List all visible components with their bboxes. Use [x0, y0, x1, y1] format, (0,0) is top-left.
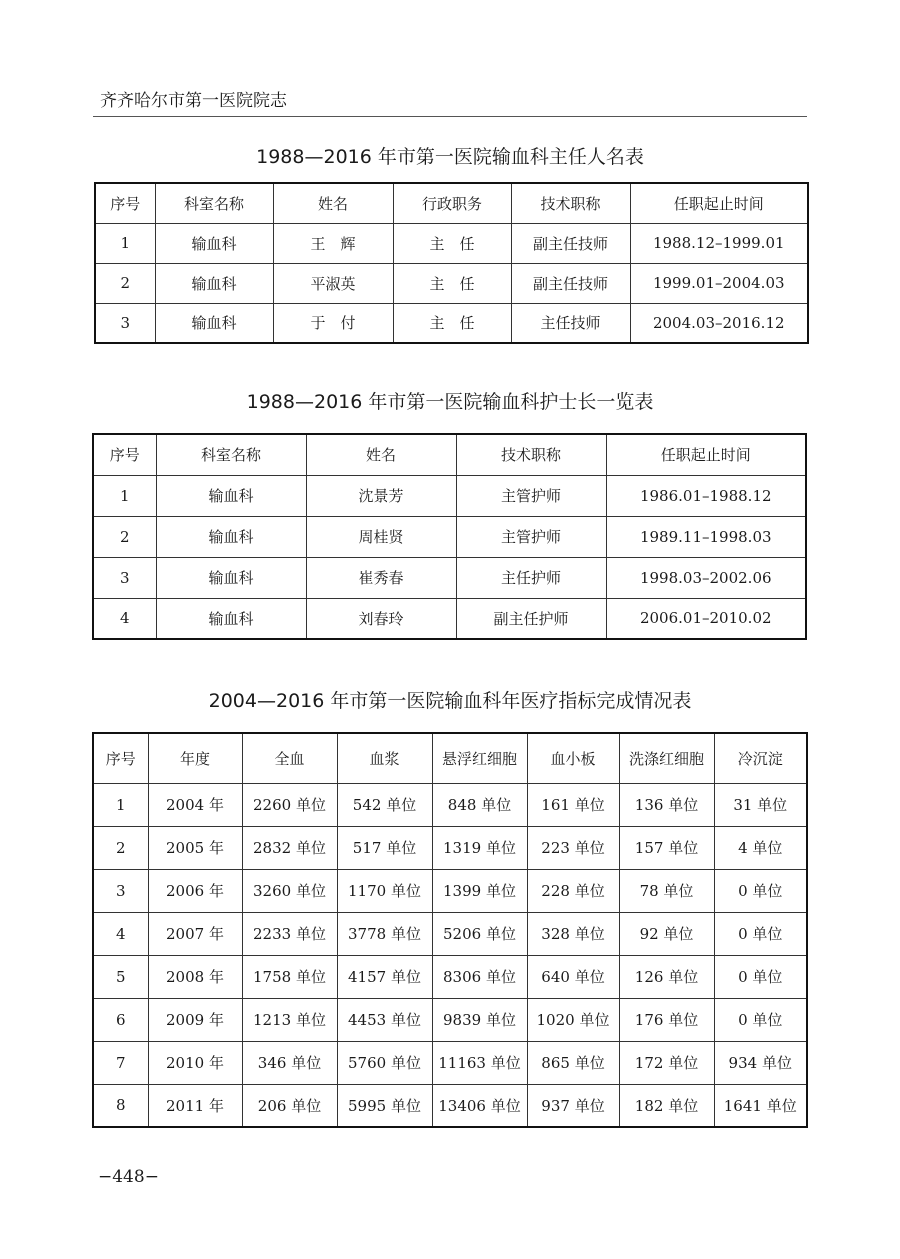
table-row [95, 263, 808, 303]
annual-indicators-table [92, 732, 808, 1128]
table-cell: 865 单位 [527, 1041, 619, 1084]
table-cell: 0 单位 [714, 998, 807, 1041]
column-header: 悬浮红细胞 [432, 733, 527, 783]
table-cell: 92 单位 [619, 912, 714, 955]
table-cell: 8306 单位 [432, 955, 527, 998]
table-cell: 126 单位 [619, 955, 714, 998]
table-cell: 3 [93, 869, 148, 912]
table-cell: 4 [93, 598, 156, 639]
header-row [93, 434, 806, 475]
table-row [93, 1084, 807, 1127]
table-cell: 517 单位 [337, 826, 432, 869]
table-row [93, 475, 806, 516]
header-rule [93, 116, 807, 117]
table-cell: 4 [93, 912, 148, 955]
table-cell: 2 [95, 263, 155, 303]
table-cell: 1988.12–1999.01 [630, 223, 808, 263]
book-title-header: 齐齐哈尔市第一医院院志 [100, 91, 287, 111]
director-table [94, 182, 809, 344]
table-cell: 640 单位 [527, 955, 619, 998]
column-header: 序号 [95, 183, 155, 223]
table-cell: 7 [93, 1041, 148, 1084]
table-cell: 182 单位 [619, 1084, 714, 1127]
table-cell: 2 [93, 516, 156, 557]
table-cell: 1213 单位 [242, 998, 337, 1041]
table-cell: 周桂贤 [306, 516, 456, 557]
table-row [93, 516, 806, 557]
table-cell: 主管护师 [456, 516, 606, 557]
table-cell: 输血科 [156, 475, 306, 516]
table-cell: 6 [93, 998, 148, 1041]
table-cell: 主任护师 [456, 557, 606, 598]
table-cell: 1758 单位 [242, 955, 337, 998]
table-cell: 输血科 [156, 516, 306, 557]
table-cell: 2006 年 [148, 869, 242, 912]
table-row [93, 869, 807, 912]
table-cell: 2009 年 [148, 998, 242, 1041]
table-cell: 1319 单位 [432, 826, 527, 869]
table-cell: 1020 单位 [527, 998, 619, 1041]
table-cell: 2004.03–2016.12 [630, 303, 808, 343]
column-header: 血浆 [337, 733, 432, 783]
table-cell: 937 单位 [527, 1084, 619, 1127]
table-cell: 1999.01–2004.03 [630, 263, 808, 303]
column-header: 姓名 [273, 183, 393, 223]
table-cell: 2 [93, 826, 148, 869]
table-cell: 2007 年 [148, 912, 242, 955]
table2-title: 1988—2016 年市第一医院输血科护士长一览表 [246, 391, 654, 413]
table-cell: 848 单位 [432, 783, 527, 826]
table-cell: 161 单位 [527, 783, 619, 826]
table-cell: 1399 单位 [432, 869, 527, 912]
column-header: 年度 [148, 733, 242, 783]
table-row [93, 557, 806, 598]
table-cell: 346 单位 [242, 1041, 337, 1084]
table-cell: 沈景芳 [306, 475, 456, 516]
column-header: 序号 [93, 434, 156, 475]
table-cell: 9839 单位 [432, 998, 527, 1041]
table-cell: 13406 单位 [432, 1084, 527, 1127]
table-cell: 2011 年 [148, 1084, 242, 1127]
table-cell: 157 单位 [619, 826, 714, 869]
column-header: 任职起止时间 [606, 434, 806, 475]
table-cell: 172 单位 [619, 1041, 714, 1084]
table-cell: 1 [95, 223, 155, 263]
table-cell: 崔秀春 [306, 557, 456, 598]
column-header: 科室名称 [156, 434, 306, 475]
table-cell: 副主任护师 [456, 598, 606, 639]
table-cell: 5760 单位 [337, 1041, 432, 1084]
table-cell: 王 辉 [273, 223, 393, 263]
table-cell: 1641 单位 [714, 1084, 807, 1127]
table-cell: 主管护师 [456, 475, 606, 516]
table-row [93, 912, 807, 955]
table-cell: 副主任技师 [511, 263, 630, 303]
column-header: 技术职称 [511, 183, 630, 223]
table-row [93, 826, 807, 869]
table-row [93, 783, 807, 826]
column-header: 冷沉淀 [714, 733, 807, 783]
table-cell: 176 单位 [619, 998, 714, 1041]
table-cell: 4157 单位 [337, 955, 432, 998]
table-cell: 主 任 [393, 263, 511, 303]
table-cell: 3778 单位 [337, 912, 432, 955]
table-cell: 2233 单位 [242, 912, 337, 955]
table-row [95, 303, 808, 343]
table3-title: 2004—2016 年市第一医院输血科年医疗指标完成情况表 [208, 690, 692, 712]
table1-title: 1988—2016 年市第一医院输血科主任人名表 [256, 146, 644, 168]
column-header: 全血 [242, 733, 337, 783]
table-cell: 0 单位 [714, 912, 807, 955]
column-header: 血小板 [527, 733, 619, 783]
table-cell: 328 单位 [527, 912, 619, 955]
table-cell: 31 单位 [714, 783, 807, 826]
table-cell: 223 单位 [527, 826, 619, 869]
table-cell: 2006.01–2010.02 [606, 598, 806, 639]
table-row [93, 598, 806, 639]
column-header: 科室名称 [155, 183, 273, 223]
table-cell: 刘春玲 [306, 598, 456, 639]
table-cell: 主 任 [393, 223, 511, 263]
table-cell: 542 单位 [337, 783, 432, 826]
table-cell: 2005 年 [148, 826, 242, 869]
table-cell: 11163 单位 [432, 1041, 527, 1084]
table-cell: 1998.03–2002.06 [606, 557, 806, 598]
table-cell: 0 单位 [714, 869, 807, 912]
table-cell: 3 [95, 303, 155, 343]
table-cell: 1989.11–1998.03 [606, 516, 806, 557]
table-cell: 5995 单位 [337, 1084, 432, 1127]
table-row [95, 223, 808, 263]
column-header: 序号 [93, 733, 148, 783]
table-row [93, 1041, 807, 1084]
table-cell: 输血科 [156, 557, 306, 598]
column-header: 姓名 [306, 434, 456, 475]
table-cell: 输血科 [155, 303, 273, 343]
table-cell: 3260 单位 [242, 869, 337, 912]
header-row [93, 733, 807, 783]
table-row [93, 955, 807, 998]
column-header: 洗涤红细胞 [619, 733, 714, 783]
header-row [95, 183, 808, 223]
table-cell: 1 [93, 475, 156, 516]
table-cell: 4 单位 [714, 826, 807, 869]
table-cell: 8 [93, 1084, 148, 1127]
page-number: −448− [98, 1167, 159, 1187]
table-cell: 2010 年 [148, 1041, 242, 1084]
table-cell: 4453 单位 [337, 998, 432, 1041]
table-cell: 5206 单位 [432, 912, 527, 955]
table-cell: 1986.01–1988.12 [606, 475, 806, 516]
table-cell: 2008 年 [148, 955, 242, 998]
table-row [93, 998, 807, 1041]
table-cell: 1 [93, 783, 148, 826]
column-header: 行政职务 [393, 183, 511, 223]
table-cell: 78 单位 [619, 869, 714, 912]
table-cell: 5 [93, 955, 148, 998]
table-cell: 2004 年 [148, 783, 242, 826]
table-cell: 输血科 [156, 598, 306, 639]
column-header: 任职起止时间 [630, 183, 808, 223]
table-cell: 136 单位 [619, 783, 714, 826]
table-cell: 2832 单位 [242, 826, 337, 869]
table-cell: 934 单位 [714, 1041, 807, 1084]
head-nurse-table [92, 433, 807, 640]
table-cell: 主 任 [393, 303, 511, 343]
table-cell: 3 [93, 557, 156, 598]
table-cell: 副主任技师 [511, 223, 630, 263]
table-cell: 输血科 [155, 263, 273, 303]
table-cell: 1170 单位 [337, 869, 432, 912]
table-cell: 2260 单位 [242, 783, 337, 826]
table-cell: 206 单位 [242, 1084, 337, 1127]
column-header: 技术职称 [456, 434, 606, 475]
table-cell: 于 付 [273, 303, 393, 343]
table-cell: 主任技师 [511, 303, 630, 343]
table-cell: 输血科 [155, 223, 273, 263]
table-cell: 0 单位 [714, 955, 807, 998]
table-cell: 228 单位 [527, 869, 619, 912]
table-cell: 平淑英 [273, 263, 393, 303]
